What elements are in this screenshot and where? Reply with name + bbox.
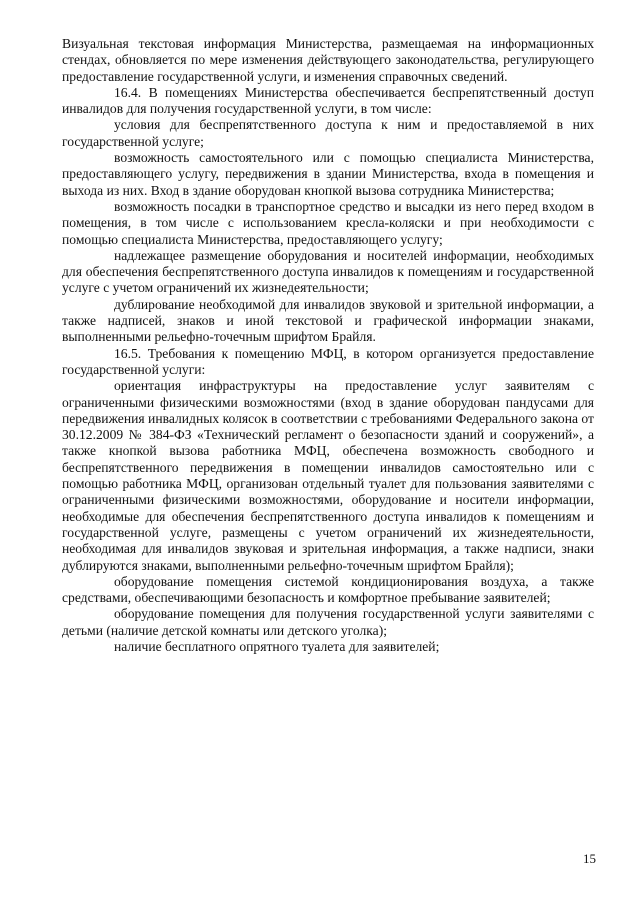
paragraph-movement-possibility: возможность самостоятельного или с помощью специалиста Министерства, предоставляющего услугу, передвижения в здании Министерства, входа в помещения и выхода из них. Вход в здание оборудован кнопкой вызова сотрудника Министерства; — [62, 150, 594, 198]
paragraph-braille-duplication: дублирование необходимой для инвалидов звуковой и зрительной информации, а также надписей, знаков и иной текстовой и графической информации знаками, выполненными рельефно-точечным шрифтом Брайля. — [62, 296, 594, 345]
paragraph-children-room: оборудование помещения для получения государственной услуги заявителями с детьми (наличие детской комнаты или детского уголка); — [62, 606, 594, 638]
paragraph-air-conditioning: оборудование помещения системой кондиционирования воздуха, а также средствами, обеспечивающими безопасность и комфортное пребывание заявителей; — [62, 573, 594, 606]
page-number: 15 — [583, 851, 596, 866]
paragraph-infrastructure-orientation: ориентация инфраструктуры на предоставление услуг заявителям с ограниченными физическими возможностями (вход в здание оборудован пандусами для передвижения инвалидных колясок в соответствии с требованиями Федерального закона от 30.12.2009 № 384-ФЗ «Технический регламент о безопасности зданий и сооружений», а также кнопкой вызова работника МФЦ, обеспечена возможность свободного и беспрепятственного передвижения в помещении инвалидов самостоятельно или с помощью работника МФЦ, организован отдельный туалет для пользования заявителями с ограниченными физическими возможностями, оборудование и носители информации, необходимые для обеспечения беспрепятственного доступа инвалидов к помещениям и государственной услуге, размещены с учетом ограничений их жизнедеятельности, необходимая для инвалидов звуковая и зрительная информация, а также надписи, знаки дублируются знаками, выполненными рельефно-точечным шрифтом Брайля); — [62, 378, 594, 573]
paragraph-16-4-intro: 16.4. В помещениях Министерства обеспечивается беспрепятственный доступ инвалидов для получения государственной услуги, в том числе: — [62, 84, 594, 117]
paragraph-visual-info: Визуальная текстовая информация Министерства, размещаемая на информационных стендах, обновляется по мере изменения действующего законодательства, регулирующего предоставление государственной услуги, и изменения справочных сведений. — [62, 36, 594, 84]
document-page — [62, 36, 594, 655]
paragraph-access-conditions: условия для беспрепятственного доступа к ним и предоставляемой в них государственной услуге; — [62, 117, 594, 149]
paragraph-equipment-placement: надлежащее размещение оборудования и носителей информации, необходимых для обеспечения беспрепятственного доступа инвалидов к помещениям и государственной услуге с учетом ограничений их жизнедеятельности; — [62, 247, 594, 296]
paragraph-16-5-intro: 16.5. Требования к помещению МФЦ, в котором организуется предоставление государственной услуги: — [62, 345, 594, 377]
paragraph-free-toilet: наличие бесплатного опрятного туалета для заявителей; — [114, 638, 440, 654]
paragraph-transport-boarding: возможность посадки в транспортное средство и высадки из него перед входом в помещения, в том числе с использованием кресла-коляски и при необходимости с помощью специалиста Министерства, предоставляющего услугу; — [62, 198, 594, 247]
